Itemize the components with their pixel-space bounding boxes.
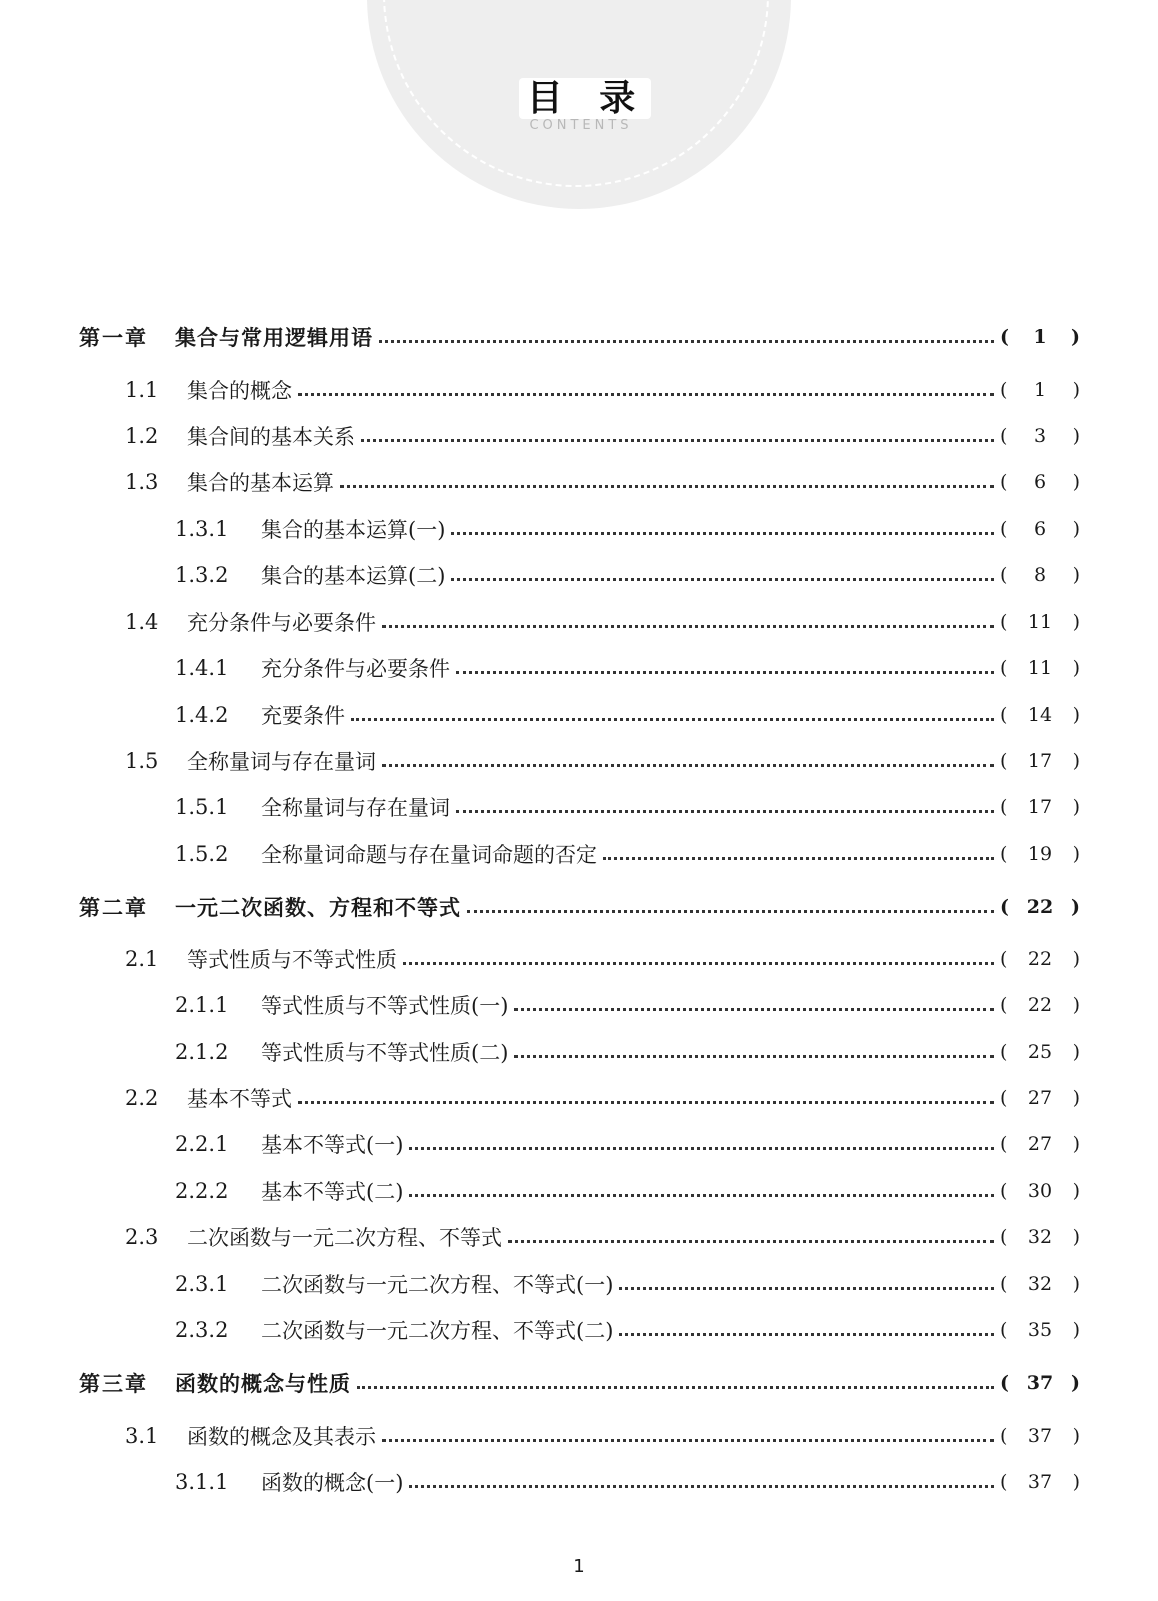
toc-subsection-entry[interactable]: [175, 700, 1080, 730]
toc-entry-page: ( 22 ): [1000, 896, 1080, 918]
toc-leader-dots: [382, 1439, 994, 1442]
toc-chapter-entry[interactable]: [79, 1368, 1080, 1398]
toc-subsection-entry[interactable]: [175, 990, 1080, 1020]
toc-entry-number: 2.1: [125, 947, 159, 971]
toc-subsection-entry[interactable]: [175, 514, 1080, 544]
toc-leader-dots: [340, 485, 994, 488]
toc-entry-number: 第三章: [79, 1372, 148, 1396]
toc-leader-dots: [379, 340, 994, 343]
toc-entry-page: ( 32 ): [1000, 1226, 1080, 1248]
toc-entry-title: 等式性质与不等式性质(二): [261, 1041, 509, 1065]
toc-entry-page: ( 11 ): [1000, 657, 1080, 679]
toc-entry-page: ( 30 ): [1000, 1180, 1080, 1202]
toc-leader-dots: [409, 1485, 994, 1488]
toc-entry-number: 1.5.2: [175, 842, 229, 866]
toc-entry-title: 基本不等式(一): [261, 1133, 404, 1157]
toc-leader-dots: [451, 578, 994, 581]
toc-entry-title: 全称量词与存在量词: [261, 796, 450, 820]
toc-entry-number: 3.1.1: [175, 1470, 229, 1494]
toc-entry-page: ( 6 ): [1000, 471, 1080, 493]
toc-entry-number: 1.2: [125, 424, 159, 448]
toc-leader-dots: [456, 671, 994, 674]
toc-subsection-entry[interactable]: [175, 1467, 1080, 1497]
toc-chapter-entry[interactable]: [79, 892, 1080, 922]
toc-entry-number: 1.3: [125, 470, 159, 494]
toc-leader-dots: [403, 962, 994, 965]
toc-entry-title: 充分条件与必要条件: [261, 657, 450, 681]
toc-entry-number: 1.3.1: [175, 517, 229, 541]
toc-entry-page: ( 11 ): [1000, 611, 1080, 633]
toc-entry-page: ( 27 ): [1000, 1133, 1080, 1155]
toc-leader-dots: [409, 1147, 994, 1150]
toc-entry-title: 集合的概念: [187, 379, 292, 403]
toc-entry-number: 第二章: [79, 896, 148, 920]
toc-leader-dots: [382, 625, 994, 628]
toc-subsection-entry[interactable]: [175, 792, 1080, 822]
toc-entry-title: 函数的概念(一): [261, 1471, 404, 1495]
toc-entry-page: ( 37 ): [1000, 1471, 1080, 1493]
toc-entry-page: ( 6 ): [1000, 518, 1080, 540]
toc-entry-number: 2.2: [125, 1086, 159, 1110]
toc-leader-dots: [514, 1055, 994, 1058]
toc-leader-dots: [451, 532, 994, 535]
toc-entry-number: 1.1: [125, 378, 159, 402]
toc-leader-dots: [298, 1101, 994, 1104]
toc-entry-title: 函数的概念及其表示: [187, 1425, 376, 1449]
toc-leader-dots: [508, 1240, 994, 1243]
toc-subsection-entry[interactable]: [175, 839, 1080, 869]
toc-section-entry[interactable]: [125, 375, 1080, 405]
toc-entry-title: 充要条件: [261, 704, 345, 728]
toc-entry-page: ( 37 ): [1000, 1372, 1080, 1394]
toc-entry-number: 1.5: [125, 749, 159, 773]
toc-entry-title: 函数的概念与性质: [175, 1372, 351, 1396]
toc-leader-dots: [298, 393, 994, 396]
toc-entry-number: 2.2.2: [175, 1179, 229, 1203]
toc-entry-number: 2.2.1: [175, 1132, 229, 1156]
toc-entry-title: 充分条件与必要条件: [187, 611, 376, 635]
toc-entry-number: 1.4: [125, 610, 159, 634]
toc-leader-dots: [351, 718, 994, 721]
toc-entry-title: 二次函数与一元二次方程、不等式(二): [261, 1319, 614, 1343]
toc-entry-page: ( 1 ): [1000, 326, 1080, 348]
toc-entry-page: ( 19 ): [1000, 843, 1080, 865]
toc-entry-page: ( 14 ): [1000, 704, 1080, 726]
toc-entry-title: 全称量词命题与存在量词命题的否定: [261, 843, 597, 867]
toc-entry-number: 2.1.2: [175, 1040, 229, 1064]
toc-entry-page: ( 1 ): [1000, 379, 1080, 401]
toc-entry-page: ( 3 ): [1000, 425, 1080, 447]
toc-entry-page: ( 8 ): [1000, 564, 1080, 586]
toc-entry-number: 1.4.1: [175, 656, 229, 680]
toc-leader-dots: [456, 810, 994, 813]
toc-section-entry[interactable]: [125, 421, 1080, 451]
toc-entry-page: ( 37 ): [1000, 1425, 1080, 1447]
toc-section-entry[interactable]: [125, 944, 1080, 974]
toc-leader-dots: [619, 1333, 994, 1336]
toc-leader-dots: [603, 857, 994, 860]
toc-entry-title: 等式性质与不等式性质: [187, 948, 397, 972]
toc-entry-title: 集合的基本运算: [187, 471, 334, 495]
toc-entry-title: 集合间的基本关系: [187, 425, 355, 449]
toc-leader-dots: [514, 1008, 994, 1011]
page-subtitle: CONTENTS: [529, 118, 633, 133]
toc-section-entry[interactable]: [125, 746, 1080, 776]
toc-entry-page: ( 25 ): [1000, 1041, 1080, 1063]
toc-entry-page: ( 35 ): [1000, 1319, 1080, 1341]
toc-entry-page: ( 22 ): [1000, 948, 1080, 970]
toc-subsection-entry[interactable]: [175, 1037, 1080, 1067]
toc-entry-number: 第一章: [79, 326, 148, 350]
toc-leader-dots: [619, 1287, 994, 1290]
toc-entry-page: ( 27 ): [1000, 1087, 1080, 1109]
toc-leader-dots: [361, 439, 994, 442]
toc-subsection-entry[interactable]: [175, 560, 1080, 590]
toc-entry-number: 1.5.1: [175, 795, 229, 819]
toc-leader-dots: [382, 764, 994, 767]
toc-entry-number: 2.3.1: [175, 1272, 229, 1296]
toc-section-entry[interactable]: [125, 467, 1080, 497]
toc-section-entry[interactable]: [125, 1222, 1080, 1252]
toc-entry-page: ( 17 ): [1000, 796, 1080, 818]
toc-subsection-entry[interactable]: [175, 1176, 1080, 1206]
toc-entry-number: 1.4.2: [175, 703, 229, 727]
toc-entry-title: 集合的基本运算(一): [261, 518, 446, 542]
toc-entry-number: 3.1: [125, 1424, 159, 1448]
toc-subsection-entry[interactable]: [175, 1269, 1080, 1299]
toc-subsection-entry[interactable]: [175, 1129, 1080, 1159]
toc-entry-title: 基本不等式: [187, 1087, 292, 1111]
toc-leader-dots: [467, 910, 994, 913]
page-title: 目 录: [0, 70, 1158, 121]
toc-entry-title: 全称量词与存在量词: [187, 750, 376, 774]
toc-entry-title: 一元二次函数、方程和不等式: [175, 896, 461, 920]
toc-entry-title: 集合的基本运算(二): [261, 564, 446, 588]
toc-entry-number: 1.3.2: [175, 563, 229, 587]
toc-entry-page: ( 17 ): [1000, 750, 1080, 772]
toc-section-entry[interactable]: [125, 607, 1080, 637]
toc-entry-number: 2.3: [125, 1225, 159, 1249]
toc-leader-dots: [409, 1194, 994, 1197]
toc-entry-title: 集合与常用逻辑用语: [175, 326, 373, 350]
toc-entry-number: 2.3.2: [175, 1318, 229, 1342]
toc-entry-title: 二次函数与一元二次方程、不等式(一): [261, 1273, 614, 1297]
toc-leader-dots: [357, 1386, 994, 1389]
toc-entry-page: ( 22 ): [1000, 994, 1080, 1016]
toc-subsection-entry[interactable]: [175, 1315, 1080, 1345]
toc-entry-title: 等式性质与不等式性质(一): [261, 994, 509, 1018]
toc-entry-page: ( 32 ): [1000, 1273, 1080, 1295]
toc-chapter-entry[interactable]: [79, 322, 1080, 352]
toc-section-entry[interactable]: [125, 1083, 1080, 1113]
toc-entry-title: 二次函数与一元二次方程、不等式: [187, 1226, 502, 1250]
toc-entry-title: 基本不等式(二): [261, 1180, 404, 1204]
toc-subsection-entry[interactable]: [175, 653, 1080, 683]
page-number: 1: [573, 1556, 585, 1577]
toc-section-entry[interactable]: [125, 1421, 1080, 1451]
toc-entry-number: 2.1.1: [175, 993, 229, 1017]
